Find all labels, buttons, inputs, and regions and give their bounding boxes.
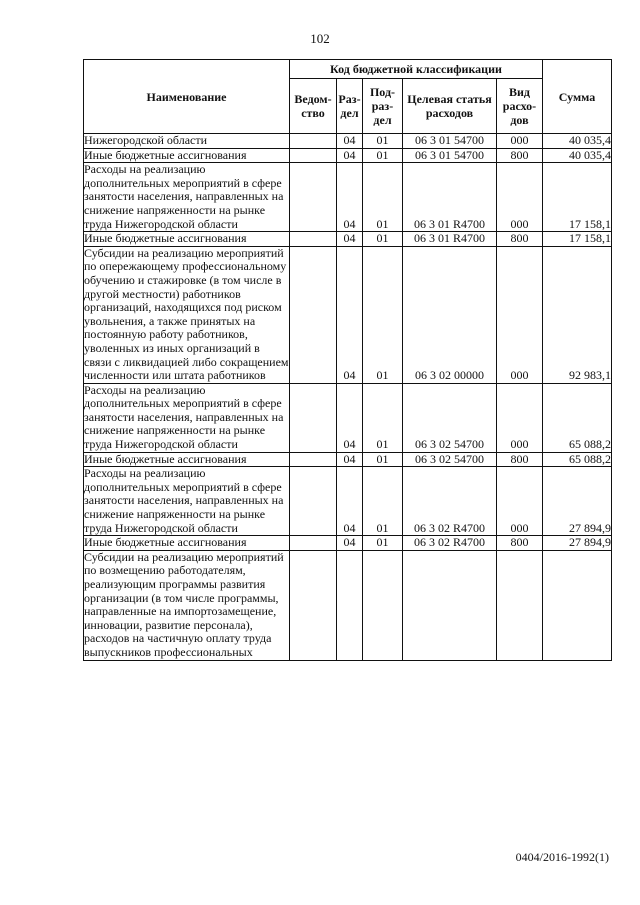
row-subsection: 01 — [363, 232, 403, 247]
table-row — [84, 232, 612, 247]
row-section: 04 — [337, 232, 363, 247]
header-target: Целевая статья расходов — [403, 79, 497, 134]
row-sum: 27 894,9 — [543, 467, 612, 536]
row-sum — [543, 550, 612, 660]
row-subsection — [363, 550, 403, 660]
row-dept — [290, 452, 337, 467]
row-subsection: 01 — [363, 383, 403, 452]
row-dept — [290, 536, 337, 551]
row-name: Субсидии на реализацию мероприятий по возмещению работодателям, реализующим программы развития организации (в том числе программы, направленные на импортозамещение, инновации, развитие персонала), расходов на частичную оплату труда выпускников профессиональных — [84, 550, 290, 660]
row-name: Расходы на реализацию дополнительных мероприятий в сфере занятости населения, направленных на снижение напряженности на рынке труда Нижегородской области — [84, 467, 290, 536]
row-section: 04 — [337, 536, 363, 551]
row-dept — [290, 163, 337, 232]
row-type: 800 — [497, 232, 543, 247]
header-name: Наименование — [84, 60, 290, 134]
row-section: 04 — [337, 163, 363, 232]
row-dept — [290, 246, 337, 383]
header-section: Раз-дел — [337, 79, 363, 134]
row-subsection: 01 — [363, 148, 403, 163]
row-section — [337, 550, 363, 660]
row-dept — [290, 148, 337, 163]
row-type: 800 — [497, 148, 543, 163]
header-dept: Ведом-ство — [290, 79, 337, 134]
row-name: Иные бюджетные ассигнования — [84, 536, 290, 551]
header-sum: Сумма — [543, 60, 612, 134]
row-sum: 17 158,1 — [543, 232, 612, 247]
row-type — [497, 550, 543, 660]
row-section: 04 — [337, 467, 363, 536]
row-type: 800 — [497, 536, 543, 551]
row-section: 04 — [337, 452, 363, 467]
table-row — [84, 383, 612, 452]
row-subsection: 01 — [363, 163, 403, 232]
row-name: Иные бюджетные ассигнования — [84, 148, 290, 163]
row-name: Нижегородской области — [84, 134, 290, 149]
table-row — [84, 467, 612, 536]
row-dept — [290, 550, 337, 660]
row-target: 06 3 02 R4700 — [403, 467, 497, 536]
row-type: 000 — [497, 134, 543, 149]
document-code: 0404/2016-1992(1) — [515, 850, 609, 864]
row-sum: 65 088,2 — [543, 452, 612, 467]
header-code-group: Код бюджетной классификации — [290, 60, 543, 79]
row-type: 000 — [497, 246, 543, 383]
page-number: 102 — [310, 31, 330, 46]
budget-table — [83, 59, 612, 661]
row-sum: 40 035,4 — [543, 148, 612, 163]
row-target: 06 3 01 54700 — [403, 148, 497, 163]
row-type: 000 — [497, 467, 543, 536]
row-dept — [290, 467, 337, 536]
row-subsection: 01 — [363, 536, 403, 551]
row-subsection: 01 — [363, 467, 403, 536]
row-section: 04 — [337, 134, 363, 149]
row-target: 06 3 02 R4700 — [403, 536, 497, 551]
row-name: Расходы на реализацию дополнительных мероприятий в сфере занятости населения, направленных на снижение напряженности на рынке труда Нижегородской области — [84, 383, 290, 452]
row-target: 06 3 02 54700 — [403, 452, 497, 467]
row-sum: 40 035,4 — [543, 134, 612, 149]
table-row — [84, 550, 612, 660]
row-sum: 17 158,1 — [543, 163, 612, 232]
row-name: Иные бюджетные ассигнования — [84, 452, 290, 467]
row-subsection: 01 — [363, 246, 403, 383]
table-row — [84, 163, 612, 232]
row-section: 04 — [337, 383, 363, 452]
table-row — [84, 134, 612, 149]
row-sum: 92 983,1 — [543, 246, 612, 383]
row-target: 06 3 02 00000 — [403, 246, 497, 383]
row-target: 06 3 01 R4700 — [403, 163, 497, 232]
row-type: 000 — [497, 163, 543, 232]
table-row — [84, 148, 612, 163]
row-sum: 65 088,2 — [543, 383, 612, 452]
header-subsection: Под-раз-дел — [363, 79, 403, 134]
row-dept — [290, 232, 337, 247]
table-row — [84, 246, 612, 383]
row-name: Субсидии на реализацию мероприятий по опережающему профессиональному обучению и стажировке (в том числе в другой местности) работников организаций, находящихся под риском увольнения, а также принятых на постоянную работу работников, уволенных из иных организаций в связи с ликвидацией либо сокращением численности или штата работников — [84, 246, 289, 383]
row-target: 06 3 01 54700 — [403, 134, 497, 149]
row-name: Расходы на реализацию дополнительных мероприятий в сфере занятости населения, направленных на снижение напряженности на рынке труда Нижегородской области — [84, 163, 290, 232]
row-dept — [290, 383, 337, 452]
table-body — [84, 134, 612, 661]
row-name: Иные бюджетные ассигнования — [84, 232, 290, 247]
row-sum: 27 894,9 — [543, 536, 612, 551]
row-dept — [290, 134, 337, 149]
row-target: 06 3 02 54700 — [403, 383, 497, 452]
row-section: 04 — [337, 148, 363, 163]
row-section: 04 — [337, 246, 363, 383]
row-target — [403, 550, 497, 660]
row-type: 800 — [497, 452, 543, 467]
header-expense-type: Вид расхо-дов — [497, 79, 543, 134]
row-type: 000 — [497, 383, 543, 452]
table-row — [84, 452, 612, 467]
row-subsection: 01 — [363, 134, 403, 149]
row-target: 06 3 01 R4700 — [403, 232, 497, 247]
row-subsection: 01 — [363, 452, 403, 467]
table-row — [84, 536, 612, 551]
